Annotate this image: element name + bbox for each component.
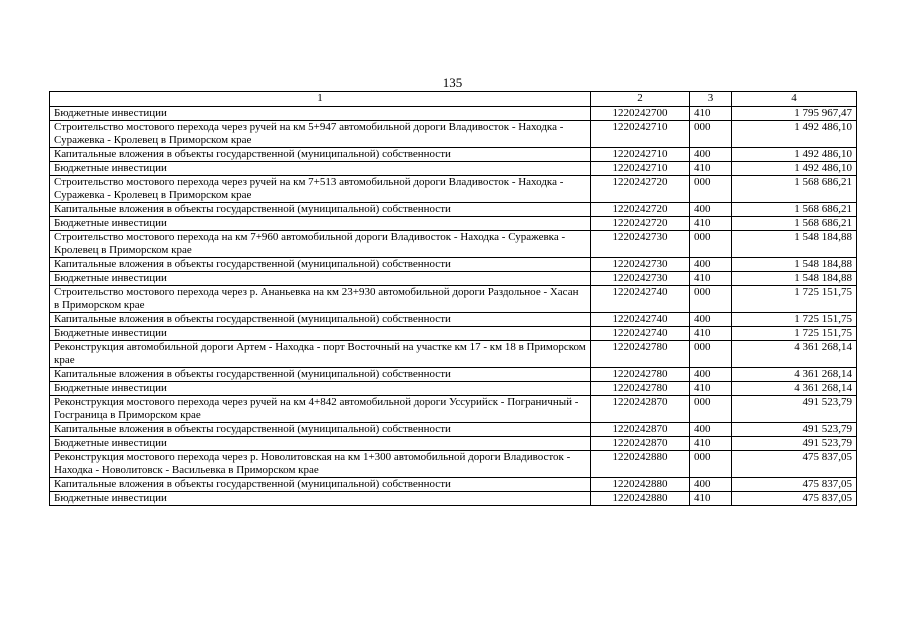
row-type: 400 <box>690 368 732 382</box>
row-type: 000 <box>690 396 732 423</box>
row-name: Бюджетные инвестиции <box>50 492 591 506</box>
row-amount: 1 548 184,88 <box>732 272 857 286</box>
row-type: 000 <box>690 121 732 148</box>
row-amount: 475 837,05 <box>732 451 857 478</box>
row-type: 400 <box>690 478 732 492</box>
table-row <box>50 382 857 396</box>
table-row <box>50 148 857 162</box>
row-code: 1220242710 <box>591 148 690 162</box>
row-name: Капитальные вложения в объекты государственной (муниципальной) собственности <box>50 423 591 437</box>
table-row <box>50 327 857 341</box>
row-amount: 1 492 486,10 <box>732 148 857 162</box>
row-name: Строительство мостового перехода через ручей на км 7+513 автомобильной дороги Владивосток - Находка - Суражевка - Кролевец в Приморском крае <box>50 176 591 203</box>
row-type: 410 <box>690 272 732 286</box>
table-row <box>50 478 857 492</box>
row-code: 1220242740 <box>591 327 690 341</box>
table-row <box>50 107 857 121</box>
row-amount: 4 361 268,14 <box>732 382 857 396</box>
row-amount: 4 361 268,14 <box>732 341 857 368</box>
row-code: 1220242880 <box>591 451 690 478</box>
row-code: 1220242730 <box>591 258 690 272</box>
row-code: 1220242870 <box>591 423 690 437</box>
row-code: 1220242720 <box>591 176 690 203</box>
row-type: 000 <box>690 176 732 203</box>
row-name: Капитальные вложения в объекты государственной (муниципальной) собственности <box>50 313 591 327</box>
column-header-type: 3 <box>690 92 732 107</box>
row-amount: 1 492 486,10 <box>732 121 857 148</box>
row-amount: 475 837,05 <box>732 478 857 492</box>
row-name: Капитальные вложения в объекты государственной (муниципальной) собственности <box>50 203 591 217</box>
row-type: 000 <box>690 341 732 368</box>
row-name: Бюджетные инвестиции <box>50 327 591 341</box>
row-name: Капитальные вложения в объекты государственной (муниципальной) собственности <box>50 258 591 272</box>
row-code: 1220242730 <box>591 231 690 258</box>
row-amount: 475 837,05 <box>732 492 857 506</box>
table-row <box>50 368 857 382</box>
row-type: 400 <box>690 313 732 327</box>
row-name: Бюджетные инвестиции <box>50 272 591 286</box>
row-amount: 1 568 686,21 <box>732 217 857 231</box>
table-row <box>50 258 857 272</box>
row-name: Бюджетные инвестиции <box>50 382 591 396</box>
row-name: Реконструкция мостового перехода через ручей на км 4+842 автомобильной дороги Уссурийск - Пограничный - Госграница в Приморском крае <box>50 396 591 423</box>
table-row <box>50 121 857 148</box>
table-header-row <box>50 92 857 107</box>
row-code: 1220242780 <box>591 382 690 396</box>
table-row <box>50 286 857 313</box>
row-code: 1220242740 <box>591 286 690 313</box>
row-name: Бюджетные инвестиции <box>50 107 591 121</box>
page-number: 135 <box>442 75 463 90</box>
row-amount: 1 725 151,75 <box>732 286 857 313</box>
row-name: Реконструкция мостового перехода через р. Новолитовская на км 1+300 автомобильной дороги Владивосток - Находка - Новолитовск - Васильевка в Приморском крае <box>50 451 591 478</box>
column-header-amount: 4 <box>732 92 857 107</box>
table-row <box>50 313 857 327</box>
row-code: 1220242740 <box>591 313 690 327</box>
row-type: 410 <box>690 492 732 506</box>
row-name: Строительство мостового перехода через р. Ананьевка на км 23+930 автомобильной дороги Раздольное - Хасан в Приморском крае <box>50 286 591 313</box>
row-name: Бюджетные инвестиции <box>50 437 591 451</box>
table-row <box>50 396 857 423</box>
row-name: Капитальные вложения в объекты государственной (муниципальной) собственности <box>50 478 591 492</box>
row-amount: 1 725 151,75 <box>732 327 857 341</box>
row-code: 1220242720 <box>591 217 690 231</box>
row-amount: 1 568 686,21 <box>732 203 857 217</box>
row-name: Бюджетные инвестиции <box>50 217 591 231</box>
table-row <box>50 451 857 478</box>
row-code: 1220242710 <box>591 121 690 148</box>
row-code: 1220242730 <box>591 272 690 286</box>
row-type: 410 <box>690 437 732 451</box>
row-code: 1220242700 <box>591 107 690 121</box>
table-row <box>50 203 857 217</box>
table-row <box>50 341 857 368</box>
table-row <box>50 217 857 231</box>
row-amount: 491 523,79 <box>732 396 857 423</box>
row-code: 1220242870 <box>591 396 690 423</box>
table-row <box>50 492 857 506</box>
row-type: 400 <box>690 423 732 437</box>
row-amount: 1 548 184,88 <box>732 231 857 258</box>
table-row <box>50 272 857 286</box>
row-name: Капитальные вложения в объекты государственной (муниципальной) собственности <box>50 148 591 162</box>
row-type: 000 <box>690 231 732 258</box>
row-name: Строительство мостового перехода на км 7+960 автомобильной дороги Владивосток - Находка - Суражевка - Кролевец в Приморском крае <box>50 231 591 258</box>
table-row <box>50 231 857 258</box>
column-header-name: 1 <box>50 92 591 107</box>
row-amount: 1 492 486,10 <box>732 162 857 176</box>
table-row <box>50 437 857 451</box>
row-code: 1220242870 <box>591 437 690 451</box>
row-amount: 1 548 184,88 <box>732 258 857 272</box>
row-type: 000 <box>690 286 732 313</box>
row-code: 1220242710 <box>591 162 690 176</box>
row-type: 410 <box>690 107 732 121</box>
row-name: Капитальные вложения в объекты государственной (муниципальной) собственности <box>50 368 591 382</box>
row-type: 400 <box>690 258 732 272</box>
row-type: 400 <box>690 148 732 162</box>
row-amount: 491 523,79 <box>732 437 857 451</box>
row-type: 410 <box>690 382 732 396</box>
row-amount: 4 361 268,14 <box>732 368 857 382</box>
row-name: Бюджетные инвестиции <box>50 162 591 176</box>
column-header-code: 2 <box>591 92 690 107</box>
budget-table <box>49 91 857 506</box>
row-code: 1220242720 <box>591 203 690 217</box>
row-code: 1220242780 <box>591 368 690 382</box>
row-type: 000 <box>690 451 732 478</box>
row-amount: 1 568 686,21 <box>732 176 857 203</box>
table-row <box>50 423 857 437</box>
row-code: 1220242780 <box>591 341 690 368</box>
row-code: 1220242880 <box>591 478 690 492</box>
row-type: 410 <box>690 217 732 231</box>
row-amount: 1 725 151,75 <box>732 313 857 327</box>
row-name: Строительство мостового перехода через ручей на км 5+947 автомобильной дороги Владивосток - Находка - Суражевка - Кролевец в Приморском крае <box>50 121 591 148</box>
row-type: 410 <box>690 162 732 176</box>
table-row <box>50 176 857 203</box>
row-name: Реконструкция автомобильной дороги Артем - Находка - порт Восточный на участке км 17 - км 18 в Приморском крае <box>50 341 591 368</box>
row-type: 400 <box>690 203 732 217</box>
row-code: 1220242880 <box>591 492 690 506</box>
table-row <box>50 162 857 176</box>
row-type: 410 <box>690 327 732 341</box>
row-amount: 1 795 967,47 <box>732 107 857 121</box>
row-amount: 491 523,79 <box>732 423 857 437</box>
